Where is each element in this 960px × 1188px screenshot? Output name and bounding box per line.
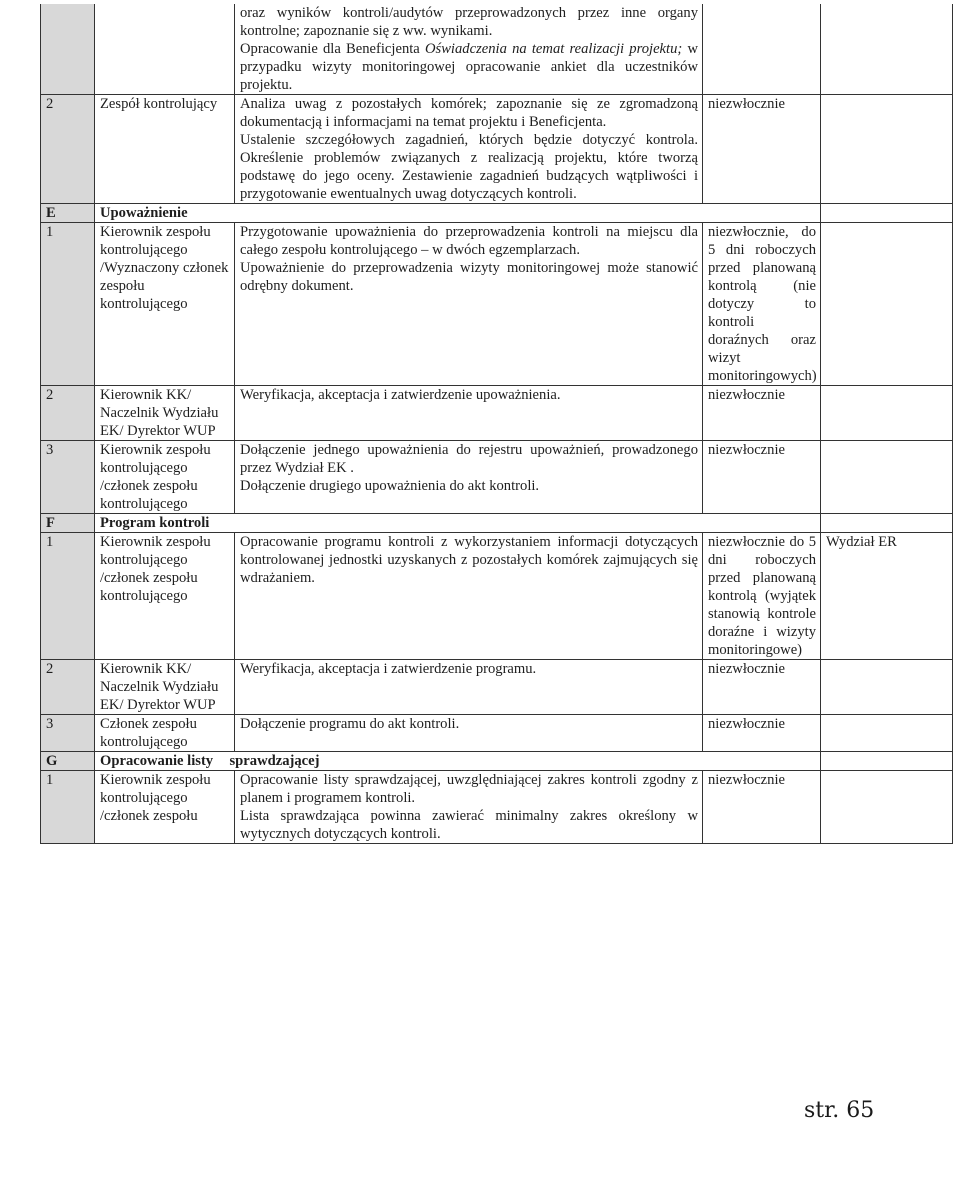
activity-text: Ustalenie szczegółowych zagadnień, których będzie dotyczyć kontrola. Określenie problemów związanych z realizacją projektu, które tworzą podstawę do jego oceny. Zestawienie zagadnień budzących wątpliwości i przygotowanie ewentualnych uwag dotyczących kontroli.: [240, 132, 698, 202]
table-row: [41, 386, 953, 441]
row-number: 3: [41, 715, 95, 752]
section-row: [41, 514, 953, 533]
row-number: 1: [41, 533, 95, 660]
table-row: [41, 715, 953, 752]
activity-text: Dołączenie jednego upoważnienia do rejestru upoważnień, prowadzonego przez Wydział EK .: [240, 442, 698, 476]
responsible-cell: Kierownik zespołu kontrolującego /członek zespołu: [95, 771, 235, 844]
unit-cell: [821, 715, 953, 752]
table-row: [41, 533, 953, 660]
term-cell: [703, 4, 821, 95]
activity-text: Upoważnienie do przeprowadzenia wizyty monitoringowej może stanowić odrębny dokument.: [240, 260, 698, 294]
term-cell: niezwłocznie: [703, 715, 821, 752]
activity-text: oraz wyników kontroli/audytów przeprowadzonych przez inne organy kontrolne; zapoznanie się z ww. wynikami.: [240, 5, 698, 39]
activity-text: Lista sprawdzająca powinna zawierać minimalny zakres określony w wytycznych dotyczących kontroli.: [240, 808, 698, 842]
activity-text: Opracowanie programu kontroli z wykorzystaniem informacji dotyczących kontrolowanej jednostki uzyskanych z pozostałych komórek zajmujących się wdrażaniem.: [240, 534, 698, 586]
activity-text: Dołączenie programu do akt kontroli.: [240, 716, 460, 732]
section-title-part: Opracowanie listy: [95, 752, 235, 771]
table-row: [41, 660, 953, 715]
row-number: [41, 4, 95, 95]
responsible-cell: [95, 4, 235, 95]
unit-cell: [821, 223, 953, 386]
activity-text: Opracowanie dla Beneficjenta Oświadczenia na temat realizacji projektu; w przypadku wizyty monitoringowej opracowanie ankiet dla uczestników projektu.: [240, 41, 698, 93]
unit-cell: [821, 95, 953, 204]
table-row: [41, 441, 953, 514]
responsible-cell: Zespół kontrolujący: [95, 95, 235, 204]
responsible-cell: Kierownik KK/ Naczelnik Wydziału EK/ Dyrektor WUP: [95, 386, 235, 441]
activity-text: Weryfikacja, akceptacja i zatwierdzenie programu.: [240, 661, 537, 677]
section-title: Program kontroli: [95, 514, 821, 533]
activity-text: Weryfikacja, akceptacja i zatwierdzenie upoważnienia.: [240, 387, 561, 403]
section-title-part: sprawdzającej: [229, 753, 320, 769]
table-row: [41, 223, 953, 386]
unit-cell: [821, 660, 953, 715]
responsible-cell: Kierownik KK/ Naczelnik Wydziału EK/ Dyrektor WUP: [95, 660, 235, 715]
activity-cell: [235, 223, 703, 386]
page-number: str. 65: [804, 1098, 875, 1123]
unit-cell: Wydział ER: [821, 533, 953, 660]
row-number: 1: [41, 771, 95, 844]
section-row: [41, 752, 953, 771]
row-number: 2: [41, 660, 95, 715]
section-letter: E: [41, 204, 95, 223]
row-number: 3: [41, 441, 95, 514]
section-letter: G: [41, 752, 95, 771]
activity-text: Przygotowanie upoważnienia do przeprowadzenia kontroli na miejscu dla całego zespołu kontrolującego – w dwóch egzemplarzach.: [240, 224, 698, 258]
table-row: [41, 95, 953, 204]
activity-cell: [235, 533, 703, 660]
unit-cell: [821, 4, 953, 95]
term-cell: niezwłocznie, do 5 dni roboczych przed planowaną kontrolą (nie dotyczy to kontroli doraźnych oraz wizyt monitoringowych): [703, 223, 821, 386]
unit-cell: [821, 441, 953, 514]
row-number: 2: [41, 386, 95, 441]
activity-text: Dołączenie drugiego upoważnienia do akt kontroli.: [240, 478, 540, 494]
table-row: [41, 771, 953, 844]
responsible-cell: Kierownik zespołu kontrolującego /członek zespołu kontrolującego: [95, 533, 235, 660]
procedure-table: [40, 4, 953, 844]
term-cell: niezwłocznie: [703, 95, 821, 204]
unit-cell: [821, 386, 953, 441]
section-letter: F: [41, 514, 95, 533]
activity-cell: [235, 95, 703, 204]
activity-cell: [235, 771, 703, 844]
row-number: 2: [41, 95, 95, 204]
responsible-cell: Członek zespołu kontrolującego: [95, 715, 235, 752]
activity-cell: [235, 4, 703, 95]
activity-cell: [235, 715, 703, 752]
activity-cell: [235, 660, 703, 715]
table-row: [41, 4, 953, 95]
row-number: 1: [41, 223, 95, 386]
activity-cell: [235, 441, 703, 514]
responsible-cell: Kierownik zespołu kontrolującego /Wyznaczony członek zespołu kontrolującego: [95, 223, 235, 386]
activity-text: Opracowanie listy sprawdzającej, uwzględniającej zakres kontroli zgodny z planem i programem kontroli.: [240, 772, 698, 806]
term-cell: niezwłocznie: [703, 386, 821, 441]
activity-text: Analiza uwag z pozostałych komórek; zapoznanie się ze zgromadzoną dokumentacją i informacjami na temat projektu i Beneficjenta.: [240, 96, 698, 130]
section-row: [41, 204, 953, 223]
term-cell: niezwłocznie: [703, 660, 821, 715]
responsible-cell: Kierownik zespołu kontrolującego /członek zespołu kontrolującego: [95, 441, 235, 514]
activity-cell: [235, 386, 703, 441]
term-cell: niezwłocznie do 5 dni roboczych przed planowaną kontrolą (wyjątek stanowią kontrole doraźne i wizyty monitoringowe): [703, 533, 821, 660]
term-cell: niezwłocznie: [703, 771, 821, 844]
unit-cell: [821, 771, 953, 844]
term-cell: niezwłocznie: [703, 441, 821, 514]
section-title: Upoważnienie: [95, 204, 821, 223]
